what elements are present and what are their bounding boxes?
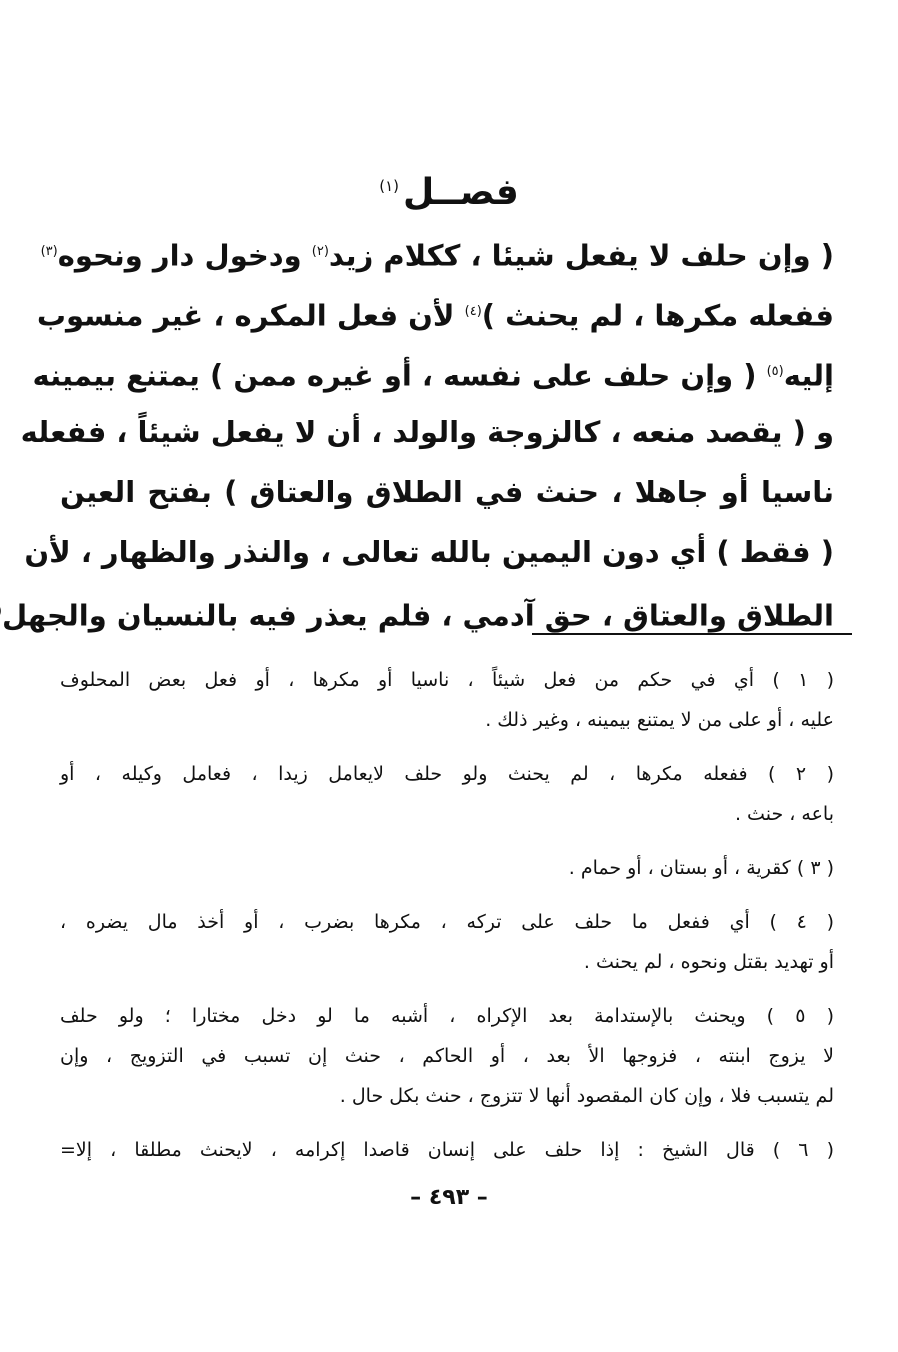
footnote-line: عليه ، أو على من لا يمتنع بيمينه ، وغير ذلك . [485,709,834,731]
main-text-line: ( وإن حلف لا يفعل شيئا ، ككلام زيد$^{(٢)}$ ودخول دار ونحوه$^{(٣)}$ [40,238,834,273]
section-title: فصــل [402,172,519,213]
footnote-line: ( ٦ ) قال الشيخ : إذا حلف على إنسان قاصدا إكرامه ، لايحنث مطلقا ، إلا= [60,1139,834,1161]
main-text-block [1,222,834,642]
footnotes-block [60,660,834,1184]
heading-footnote-ref: (١) [379,177,399,195]
main-text-line: و ( يقصد منعه ، كالزوجة والولد ، أن لا يفعل شيئاً ، ففعله [20,415,834,449]
footnote-1 [60,660,834,740]
footnote-4 [60,902,834,982]
main-text-line: ففعله مكرها ، لم يحنث )$^{(٤)}$ لأن فعل المكره ، غير منسوب [36,298,834,333]
footnote-2 [60,754,834,834]
footnote-3 [60,848,834,888]
footnote-line: باعه ، حنث . [734,803,834,825]
main-text-line: إليه$^{(٥)}$ ( وإن حلف على نفسه ، أو غيره ممن ) يمتنع بيمينه [32,358,834,393]
footnote-line: ( ٣ ) كقرية ، أو بستان ، أو حمام . [568,857,834,879]
footnote-line: أو تهديد بقتل ونحوه ، لم يحنث . [583,951,834,973]
main-text-line: الطلاق والعتاق ، حق آدمي ، فلم يعذر فيه بالنسيان والجهل [1,598,834,633]
footnote-line: ( ١ ) أي في حكم من فعل شيئاً ، ناسيا أو مكرها ، أو فعل بعض المحلوف [60,669,835,691]
footnote-divider [532,633,852,635]
footnote-line: ( ٤ ) أي ففعل ما حلف على تركه ، مكرها بضرب ، أو أخذ مال يضره ، [60,911,835,933]
page-number: – ٤٩٣ – [410,1185,488,1210]
footnote-5 [60,996,834,1116]
main-text-line: ناسيا أو جاهلا ، حنث في الطلاق والعتاق ) بفتح العين [60,475,834,509]
footnote-line: ( ٥ ) ويحنث بالإستدامة بعد الإكراه ، أشبه ما لو دخل مختارا ؛ ولو حلف [60,1005,834,1027]
section-heading [0,160,898,219]
footnote-line: ( ٢ ) ففعله مكرها ، لم يحنث ولو حلف لايعامل زيدا ، فعامل وكيله ، أو [60,763,834,785]
footnote-line: لم يتسبب فلا ، وإن كان المقصود أنها لا تتزوج ، حنث بكل حال . [339,1085,834,1107]
main-text-line: ( فقط ) أي دون اليمين بالله تعالى ، والنذر والظهار ، لأن [24,535,834,569]
footnote-line: لا يزوج ابنته ، فزوجها الأ بعد ، أو الحاكم ، حنث إن تسبب في التزويج ، وإن [60,1045,834,1067]
footnote-6 [60,1130,834,1170]
